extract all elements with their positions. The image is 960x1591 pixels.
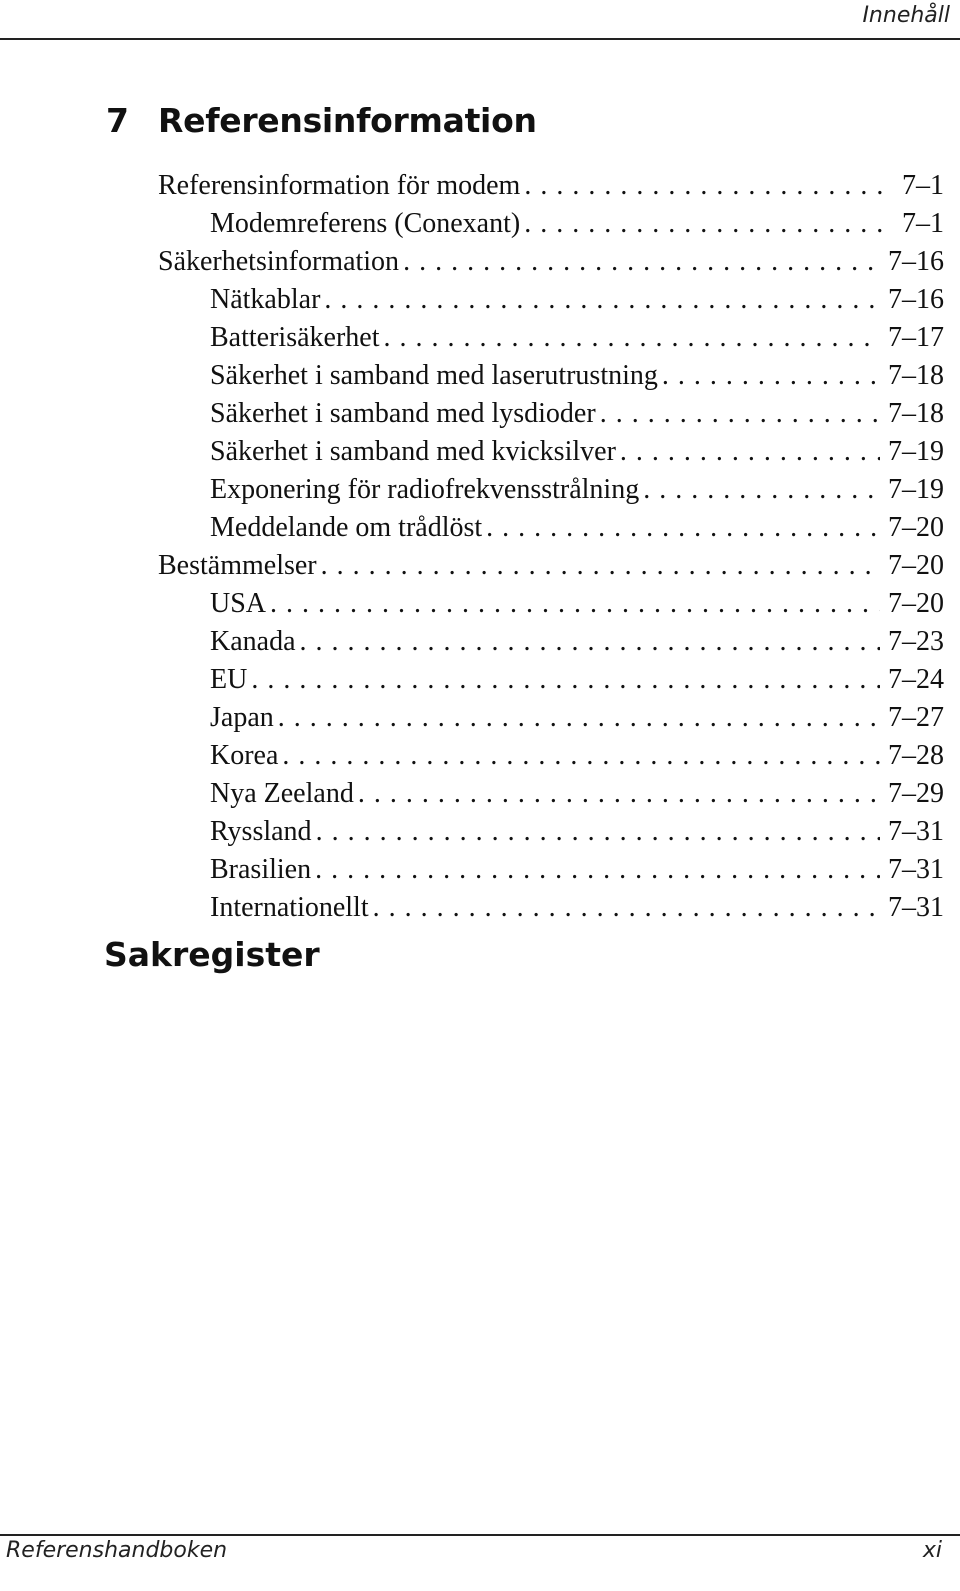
toc-entry[interactable] [210, 623, 944, 661]
footer-rule [0, 1534, 960, 1536]
toc-entry-page: 7–20 [888, 550, 944, 581]
toc-entry[interactable] [210, 357, 944, 395]
toc-entry-page: 7–31 [888, 892, 944, 923]
index-heading: Sakregister [104, 935, 320, 974]
toc-entry-page: 7–27 [888, 702, 944, 733]
toc-entry-title: Modemreferens (Conexant) [210, 208, 521, 239]
toc-entry-title: Säkerhet i samband med kvicksilver [210, 436, 616, 467]
toc-entry[interactable] [210, 395, 944, 433]
toc-entry-page: 7–31 [888, 854, 944, 885]
toc-dot-leader [266, 585, 880, 623]
toc-entry-title: Bestämmelser [158, 550, 317, 581]
toc-entry[interactable] [210, 281, 944, 319]
toc-entry-title: Korea [210, 740, 279, 771]
toc-entry-page: 7–24 [888, 664, 944, 695]
toc-entry[interactable] [210, 585, 944, 623]
toc-entry-page: 7–29 [888, 778, 944, 809]
toc-entry-page: 7–31 [888, 816, 944, 847]
chapter-heading [106, 101, 537, 140]
toc-entry-title: Nya Zeeland [210, 778, 354, 809]
toc-dot-leader [296, 623, 880, 661]
toc-entry-page: 7–18 [888, 360, 944, 391]
toc-entry-page: 7–19 [888, 436, 944, 467]
toc-dot-leader [639, 471, 880, 509]
toc-entry-title: Referensinformation för modem [158, 170, 521, 201]
toc-entry-page: 7–28 [888, 740, 944, 771]
footer-book-title: Referenshandboken [6, 1538, 228, 1563]
toc-entry-title: Japan [210, 702, 274, 733]
toc-entry-page: 7–16 [888, 284, 944, 315]
toc-entry[interactable] [210, 319, 944, 357]
toc-dot-leader [520, 205, 894, 243]
toc-entry[interactable] [158, 547, 944, 585]
toc-entry[interactable] [210, 699, 944, 737]
toc-dot-leader [312, 813, 880, 851]
header-rule [0, 38, 960, 40]
toc-entry-page: 7–20 [888, 512, 944, 543]
toc-entry[interactable] [210, 661, 944, 699]
toc-entry[interactable] [210, 433, 944, 471]
chapter-title: Referensinformation [158, 101, 537, 140]
toc-dot-leader [274, 699, 880, 737]
toc-entry-title: Meddelande om trådlöst [210, 512, 483, 543]
toc-entry[interactable] [158, 243, 944, 281]
toc-dot-leader [482, 509, 880, 547]
toc-dot-leader [317, 547, 880, 585]
toc-dot-leader [596, 395, 880, 433]
toc-entry-page: 7–1 [902, 208, 944, 239]
toc-entry[interactable] [210, 813, 944, 851]
toc-entry-title: Internationellt [210, 892, 369, 923]
toc-entry-title: USA [210, 588, 267, 619]
toc-dot-leader [616, 433, 880, 471]
toc-entry-title: Brasilien [210, 854, 312, 885]
toc-entry[interactable] [210, 775, 944, 813]
toc-entry-title: Exponering för radiofrekvensstrålning [210, 474, 640, 505]
toc-entry[interactable] [158, 167, 944, 205]
toc-entry-title: Batterisäkerhet [210, 322, 380, 353]
footer-page-number: xi [922, 1538, 942, 1563]
toc-dot-leader [320, 281, 880, 319]
running-header: Innehåll [862, 3, 950, 28]
toc-entry[interactable] [210, 737, 944, 775]
toc-entry[interactable] [210, 509, 944, 547]
toc-entry-page: 7–17 [888, 322, 944, 353]
toc-dot-leader [247, 661, 880, 699]
toc-entry-title: Säkerhetsinformation [158, 246, 400, 277]
toc-entry[interactable] [210, 889, 944, 927]
toc-entry-page: 7–18 [888, 398, 944, 429]
toc-entry[interactable] [210, 471, 944, 509]
toc-dot-leader [278, 737, 880, 775]
toc-entry-page: 7–1 [902, 170, 944, 201]
toc-entry-title: Säkerhet i samband med lysdioder [210, 398, 596, 429]
toc-dot-leader [520, 167, 894, 205]
toc-entry-title: Nätkablar [210, 284, 321, 315]
toc-entry-title: Säkerhet i samband med laserutrustning [210, 360, 658, 391]
toc-entry[interactable] [210, 851, 944, 889]
chapter-number: 7 [106, 101, 129, 140]
toc-dot-leader [369, 889, 880, 927]
toc-entry-page: 7–23 [888, 626, 944, 657]
toc-entry[interactable] [210, 205, 944, 243]
toc-entry-title: Ryssland [210, 816, 312, 847]
toc-dot-leader [399, 243, 880, 281]
toc-entry-page: 7–19 [888, 474, 944, 505]
toc-dot-leader [658, 357, 880, 395]
toc-entry-page: 7–16 [888, 246, 944, 277]
toc-entry-title: EU [210, 664, 248, 695]
toc-entry-page: 7–20 [888, 588, 944, 619]
toc-dot-leader [379, 319, 880, 357]
toc-entry-title: Kanada [210, 626, 296, 657]
toc-dot-leader [311, 851, 880, 889]
toc-dot-leader [354, 775, 880, 813]
